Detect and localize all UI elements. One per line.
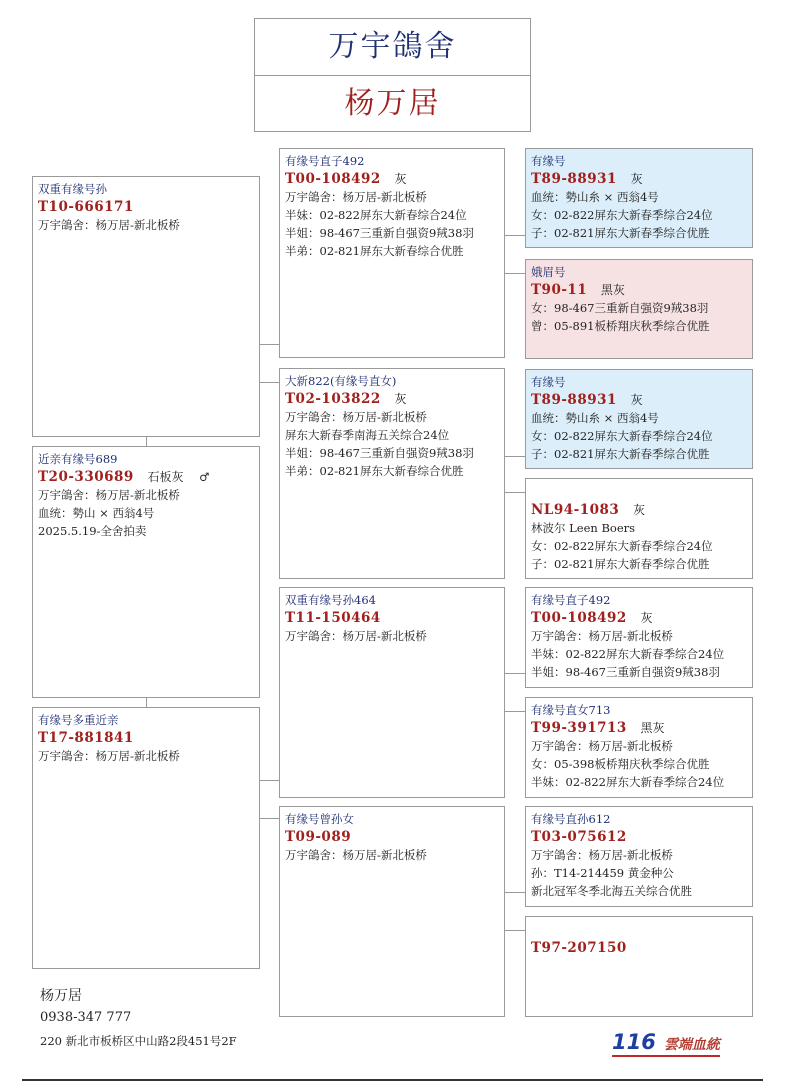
info-line: 万宇鴿舍：杨万居-新北板桥 <box>38 488 180 502</box>
feather-color: 黑灰 <box>640 721 665 735</box>
pedigree-card-grandsire <box>32 176 260 437</box>
feather-color: 灰 <box>632 503 645 517</box>
pedigree-card-gen2-3 <box>279 587 505 798</box>
logo-underline <box>612 1055 720 1057</box>
info-line: 半妹：02-822屏东大新春综合24位 <box>285 208 467 222</box>
connector-line <box>260 818 279 819</box>
ring-number: T11-150464 <box>285 610 381 626</box>
pedigree-card-granddam <box>32 707 260 969</box>
footer-phone: 0938-347 777 <box>40 1010 132 1025</box>
info-line: 女：98-467三重新自强资9羢38羽 <box>531 301 709 315</box>
info-line: 万宇鴿舍：杨万居-新北板桥 <box>38 749 180 763</box>
ring-number: T90-11 <box>531 282 588 298</box>
ring-number: T10-666171 <box>38 199 134 215</box>
ring-number: T99-391713 <box>531 720 627 736</box>
ring-number: T17-881841 <box>38 730 134 746</box>
footer-address: 220 新北市板桥区中山路2段451号2F <box>40 1034 237 1048</box>
ring-number: T09-089 <box>285 829 352 845</box>
relation-label: 双重有缘号孙 <box>38 182 107 196</box>
owner-name: 杨万居 <box>344 86 441 121</box>
connector-line <box>505 930 525 931</box>
logo-text: 雲端血統 <box>663 1037 720 1053</box>
info-line: 女：02-822屏东大新春季综合24位 <box>531 208 713 222</box>
footer-name: 杨万居 <box>40 988 82 1004</box>
feather-color: 灰 <box>394 172 407 186</box>
info-line: 半妹：02-822屏东大新春季综合24位 <box>531 647 725 661</box>
ring-number: T89-88931 <box>531 171 617 187</box>
feather-color: 石板灰 <box>147 470 184 484</box>
male-icon: ♂ <box>199 470 210 484</box>
brand-logo <box>612 1030 722 1058</box>
info-line: 子：02-821屏东大新春季综合优胜 <box>531 447 710 461</box>
connector-line <box>505 456 525 457</box>
info-line: 半姐：98-467三重新自强资9羢38羽 <box>285 446 474 460</box>
relation-label: 有缘号 <box>531 375 566 389</box>
relation-label: 有缘号曾孙女 <box>285 812 354 826</box>
info-line: 女：05-398板桥翔庆秋季综合优胜 <box>531 757 710 771</box>
info-line: 子：02-821屏东大新春季综合优胜 <box>531 226 710 240</box>
ring-number: NL94-1083 <box>531 502 620 518</box>
info-line: 子：02-821屏东大新春季综合优胜 <box>531 557 710 571</box>
bottom-divider <box>22 1079 763 1081</box>
pedigree-card-gen2-1 <box>279 148 505 358</box>
pedigree-card-subject <box>32 446 260 698</box>
connector-line <box>260 780 279 781</box>
info-line: 万宇鴿舍：杨万居-新北板桥 <box>38 218 180 232</box>
info-line: 女：02-822屏东大新春季综合24位 <box>531 539 713 553</box>
relation-label: 近亲有缘号689 <box>38 452 118 466</box>
info-line: 孙：T14-214459 黄金种公 <box>531 866 674 880</box>
pedigree-card-gen3-7 <box>525 806 753 907</box>
ring-number: T02-103822 <box>285 391 381 407</box>
feather-color: 灰 <box>630 393 643 407</box>
ring-number: T89-88931 <box>531 392 617 408</box>
relation-label: 娥眉号 <box>531 265 566 279</box>
relation-label: 有缘号直孙612 <box>531 812 611 826</box>
feather-color: 灰 <box>630 172 643 186</box>
info-line: 万宇鴿舍：杨万居-新北板桥 <box>285 190 427 204</box>
info-line: 半弟：02-821屏东大新春综合优胜 <box>285 244 464 258</box>
connector-line <box>260 344 279 345</box>
connector-line <box>505 492 525 493</box>
relation-label: 有缘号多重近亲 <box>38 713 119 727</box>
pedigree-card-gen3-8 <box>525 916 753 1017</box>
info-line: 血统：勢山糸 × 西翁4号 <box>531 411 659 425</box>
info-line: 半姐：98-467三重新自强资9羢38羽 <box>531 665 720 679</box>
pedigree-card-gen3-5 <box>525 587 753 688</box>
feather-color: 灰 <box>640 611 653 625</box>
info-line: 林波尔 Leen Boers <box>531 521 636 535</box>
connector-line <box>146 698 147 707</box>
pedigree-card-gen3-4 <box>525 478 753 579</box>
connector-line <box>505 673 525 674</box>
header-box <box>254 18 531 132</box>
connector-line <box>505 711 525 712</box>
ring-number: T20-330689 <box>38 469 134 485</box>
info-line: 新北冠军冬季北海五关综合优胜 <box>531 884 692 898</box>
relation-label: 双重有缘号孙464 <box>285 593 376 607</box>
info-line: 万宇鴿舍：杨万居-新北板桥 <box>285 629 427 643</box>
connector-line <box>260 382 279 383</box>
info-line: 万宇鴿舍：杨万居-新北板桥 <box>531 848 673 862</box>
relation-label: 大新822(有缘号直女) <box>285 374 397 388</box>
pedigree-card-gen2-4 <box>279 806 505 1017</box>
loft-name: 万宇鴿舍 <box>255 19 530 76</box>
relation-label: 有缘号直子492 <box>285 154 365 168</box>
connector-line <box>146 437 147 446</box>
info-line: 半弟：02-821屏东大新春综合优胜 <box>285 464 464 478</box>
pedigree-card-gen3-1 <box>525 148 753 248</box>
info-line: 屏东大新春季南海五关综合24位 <box>285 428 450 442</box>
info-line: 万宇鴿舍：杨万居-新北板桥 <box>285 410 427 424</box>
pedigree-card-gen3-3 <box>525 369 753 469</box>
pedigree-card-gen3-2 <box>525 259 753 359</box>
connector-line <box>505 273 525 274</box>
info-line: 半姐：98-467三重新自强资9羢38羽 <box>285 226 474 240</box>
relation-label: 有缘号直子492 <box>531 593 611 607</box>
info-line: 血统：勢山糸 × 西翁4号 <box>531 190 659 204</box>
relation-label: 有缘号直女713 <box>531 703 611 717</box>
info-line: 血统：勢山 × 西翁4号 <box>38 506 155 520</box>
relation-label: 有缘号 <box>531 154 566 168</box>
ring-number: T00-108492 <box>285 171 381 187</box>
info-line: 半妹：02-822屏东大新春季综合24位 <box>531 775 725 789</box>
ring-number: T00-108492 <box>531 610 627 626</box>
connector-line <box>505 892 525 893</box>
pedigree-card-gen3-6 <box>525 697 753 798</box>
ring-number: T03-075612 <box>531 829 627 845</box>
ring-number: T97-207150 <box>531 940 627 956</box>
connector-line <box>505 235 525 236</box>
pedigree-card-gen2-2 <box>279 368 505 579</box>
logo-number: 116 <box>612 1030 656 1054</box>
info-line: 2025.5.19-全舍拍卖 <box>38 524 147 538</box>
feather-color: 灰 <box>394 392 407 406</box>
info-line: 万宇鴿舍：杨万居-新北板桥 <box>531 629 673 643</box>
info-line: 万宇鴿舍：杨万居-新北板桥 <box>531 739 673 753</box>
info-line: 女：02-822屏东大新春季综合24位 <box>531 429 713 443</box>
info-line: 曾：05-891板桥翔庆秋季综合优胜 <box>531 319 710 333</box>
info-line: 万宇鴿舍：杨万居-新北板桥 <box>285 848 427 862</box>
feather-color: 黑灰 <box>600 283 625 297</box>
